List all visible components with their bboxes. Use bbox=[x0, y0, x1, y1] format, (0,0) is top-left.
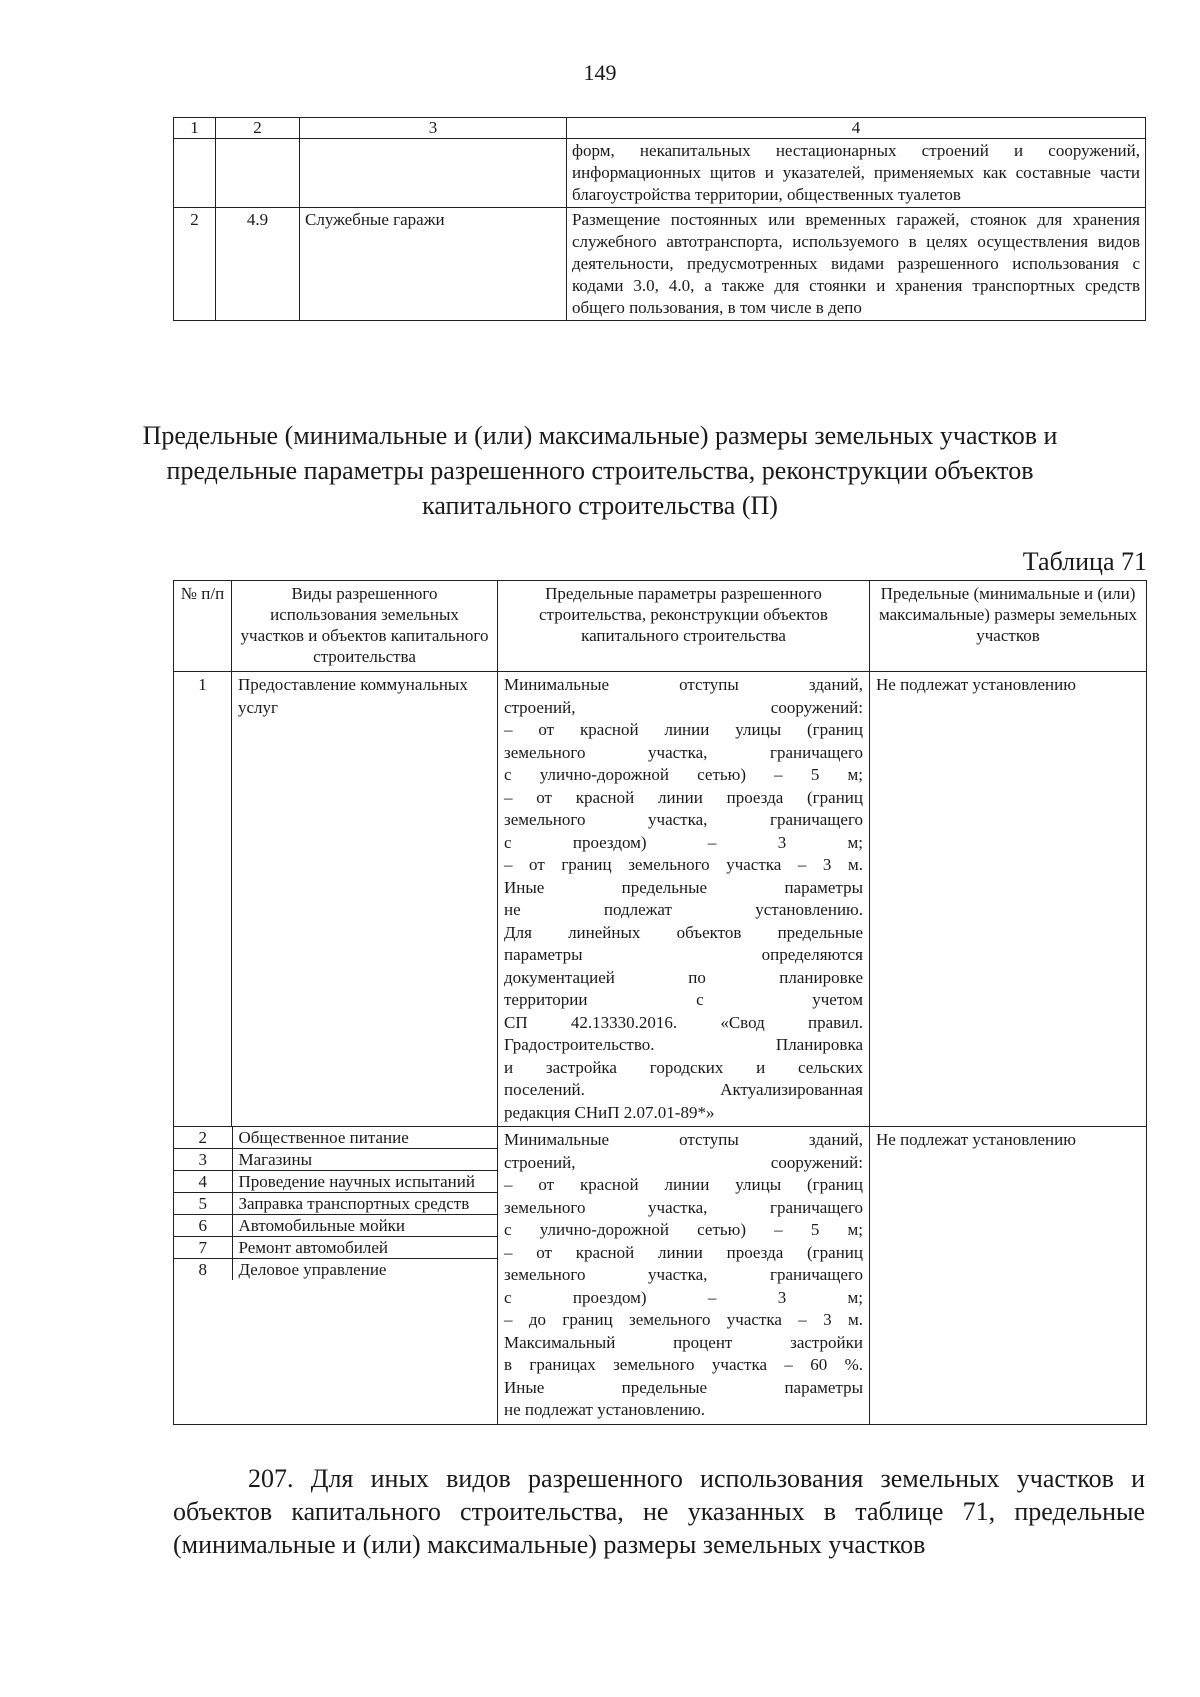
use-description: Размещение постоянных или временных гаражей, стоянок для хранения служебного автотранспорта, используемого в целях осуществления видов деятельности, предусмотренных видами разрешенного использования с кодами 3.0, 4.0, а также для стоянки и хранения транспортных средств общего пользования, в том числе в депо bbox=[567, 208, 1146, 321]
parameter-line: земельного участка, граничащего bbox=[504, 1265, 863, 1284]
parameter-line: редакция СНиП 2.07.01-89*» bbox=[504, 1102, 715, 1122]
parameters-cell bbox=[498, 672, 870, 1127]
use-kinds-group bbox=[174, 1127, 498, 1425]
header-num: № п/п bbox=[174, 581, 232, 672]
parameter-line: Иные предельные параметры bbox=[504, 877, 863, 897]
parameters-table bbox=[173, 580, 1147, 1425]
parameter-line: с улично-дорожной сетью) – 5 м; bbox=[504, 1220, 863, 1239]
list-item bbox=[174, 1171, 497, 1193]
sizes-cell: Не подлежат установлению bbox=[870, 672, 1147, 1127]
list-item bbox=[174, 1259, 497, 1281]
list-item bbox=[174, 1237, 497, 1259]
header-sizes: Предельные (минимальные и (или) максимальные) размеры земельных участков bbox=[870, 581, 1147, 672]
parameter-line: строений, сооружений: bbox=[504, 1152, 863, 1172]
parameter-line: – от красной линии улицы (границ bbox=[504, 720, 863, 739]
parameter-line: параметры определяются bbox=[504, 945, 863, 964]
column-number: 4 bbox=[567, 118, 1146, 139]
parameter-line: СП 42.13330.2016. «Свод правил. bbox=[504, 1012, 863, 1032]
use-kind: Общественное питание bbox=[232, 1127, 497, 1149]
column-number: 1 bbox=[174, 118, 216, 139]
row-number: 5 bbox=[174, 1193, 232, 1215]
table-row bbox=[174, 139, 1146, 208]
parameter-line: строений, сооружений: bbox=[504, 697, 863, 717]
row-number: 1 bbox=[174, 672, 232, 1127]
parameter-line: – от красной линии улицы (границ bbox=[504, 1175, 863, 1194]
column-number: 3 bbox=[300, 118, 567, 139]
parameter-line: не подлежат установлению. bbox=[504, 1400, 706, 1419]
use-kind: Магазины bbox=[232, 1149, 497, 1171]
row-number: 8 bbox=[174, 1259, 232, 1281]
parameter-line: земельного участка, граничащего bbox=[504, 1197, 863, 1217]
parameter-line: – до границ земельного участка – 3 м. bbox=[504, 1310, 863, 1329]
row-number: 7 bbox=[174, 1237, 232, 1259]
parameter-line: Градостроительство. Планировка bbox=[504, 1035, 863, 1054]
use-kinds-list bbox=[174, 1127, 497, 1280]
use-name: Служебные гаражи bbox=[300, 208, 567, 321]
parameter-line: с проездом) – 3 м; bbox=[504, 1287, 863, 1307]
sizes-cell: Не подлежат установлению bbox=[870, 1127, 1147, 1425]
use-kind: Ремонт автомобилей bbox=[232, 1237, 497, 1259]
list-item bbox=[174, 1127, 497, 1149]
parameter-line: в границах земельного участка – 60 %. bbox=[504, 1355, 863, 1374]
section-title: Предельные (минимальные и (или) максимальные) размеры земельных участков и предельные параметры разрешенного строительства, реконструкции объектов капитального строительства (П) bbox=[142, 421, 1058, 520]
list-item bbox=[174, 1149, 497, 1171]
parameter-line: Минимальные отступы зданий, bbox=[504, 1130, 863, 1149]
row-number: 2 bbox=[174, 208, 216, 321]
table-header-row bbox=[174, 581, 1147, 672]
row-number: 2 bbox=[174, 1127, 232, 1149]
use-kind: Автомобильные мойки bbox=[232, 1215, 497, 1237]
parameter-line: с проездом) – 3 м; bbox=[504, 832, 863, 852]
table-caption: Таблица 71 bbox=[1022, 547, 1147, 576]
use-kind: Деловое управление bbox=[238, 1260, 387, 1279]
header-params: Предельные параметры разрешенного строительства, реконструкции объектов капитального строительства bbox=[498, 581, 870, 672]
parameter-line: территории с учетом bbox=[504, 990, 863, 1009]
continuation-table bbox=[173, 117, 1146, 321]
parameter-line: поселений. Актуализированная bbox=[504, 1080, 863, 1099]
parameter-line: документацией по планировке bbox=[504, 967, 863, 987]
table-row bbox=[174, 208, 1146, 321]
parameter-line: Для линейных объектов предельные bbox=[504, 922, 863, 942]
parameter-line: Максимальный процент застройки bbox=[504, 1332, 863, 1352]
column-number-row bbox=[174, 118, 1146, 139]
paragraph-207: 207. Для иных видов разрешенного использования земельных участков и объектов капитального строительства, не указанных в таблице 71, предельные (минимальные и (или) максимальные) размеры земельных участков bbox=[173, 1464, 1145, 1559]
row-number: 3 bbox=[174, 1149, 232, 1171]
continuation-text: форм, некапитальных нестационарных строений и сооружений, информационных щитов и указателей, применяемых как составные части благоустройства территории, общественных туалетов bbox=[567, 139, 1146, 208]
row-number: 6 bbox=[174, 1215, 232, 1237]
parameters-text bbox=[504, 1129, 863, 1422]
table-row bbox=[174, 1127, 1147, 1425]
parameter-line: земельного участка, граничащего bbox=[504, 810, 863, 829]
parameter-line: Иные предельные параметры bbox=[504, 1377, 863, 1397]
list-item bbox=[174, 1193, 497, 1215]
parameter-line: и застройка городских и сельских bbox=[504, 1057, 863, 1077]
table-row bbox=[174, 672, 1147, 1127]
parameter-line: с улично-дорожной сетью) – 5 м; bbox=[504, 765, 863, 784]
parameters-cell bbox=[498, 1127, 870, 1425]
parameter-line: земельного участка, граничащего bbox=[504, 742, 863, 762]
use-kind: Предоставление коммунальных услуг bbox=[232, 672, 498, 1127]
parameter-line: – от красной линии проезда (границ bbox=[504, 787, 863, 807]
header-kind: Виды разрешенного использования земельных участков и объектов капитального строительства bbox=[232, 581, 498, 672]
parameter-line: – от красной линии проезда (границ bbox=[504, 1242, 863, 1262]
parameter-line: Минимальные отступы зданий, bbox=[504, 675, 863, 694]
page-number: 149 bbox=[583, 60, 617, 85]
use-kind: Проведение научных испытаний bbox=[232, 1171, 497, 1193]
parameters-text bbox=[504, 674, 863, 1124]
parameter-line: не подлежат установлению. bbox=[504, 900, 863, 919]
use-kind: Заправка транспортных средств bbox=[232, 1193, 497, 1215]
column-number: 2 bbox=[216, 118, 300, 139]
list-item bbox=[174, 1215, 497, 1237]
use-code: 4.9 bbox=[216, 208, 300, 321]
row-number: 4 bbox=[174, 1171, 232, 1193]
parameter-line: – от границ земельного участка – 3 м. bbox=[504, 855, 863, 874]
